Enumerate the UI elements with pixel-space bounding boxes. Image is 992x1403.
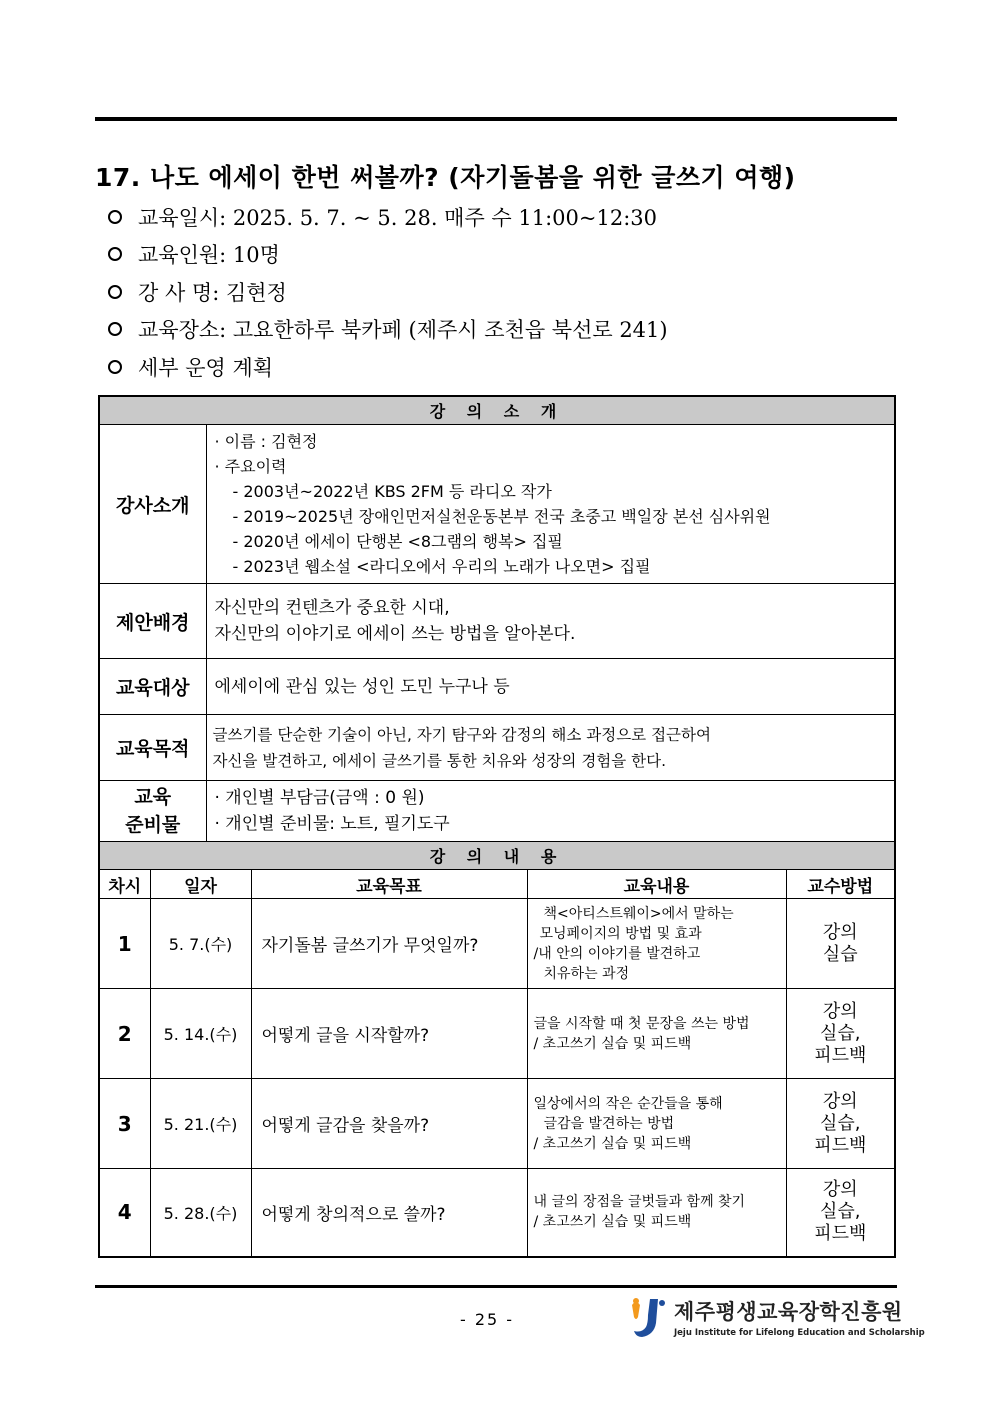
info-instructor: 강 사 명: 김현정	[138, 280, 287, 305]
purpose-text	[206, 715, 895, 781]
content-line: 글감을 발견하는 방법	[543, 1115, 675, 1132]
program-table	[98, 395, 896, 1258]
label-background: 제안배경	[99, 584, 206, 659]
career-item: - 2020년 에세이 단행본 <8그램의 행복> 집필	[232, 532, 563, 551]
materials-line: · 개인별 준비물: 노트, 필기도구	[214, 814, 450, 834]
table-row	[99, 989, 895, 1079]
session-number: 1	[99, 899, 150, 989]
method-line: 강의	[822, 921, 858, 943]
content-line: 글을 시작할 때 첫 문장을 쓰는 방법	[533, 1015, 750, 1032]
info-item	[108, 348, 668, 386]
purpose-line: 자신을 발견하고, 에세이 글쓰기를 통한 치유와 성장의 경험을 한다.	[212, 751, 667, 770]
method-line: 피드백	[814, 1044, 867, 1066]
circle-bullet-icon	[108, 322, 122, 336]
top-rule	[95, 117, 897, 121]
content-line: / 초고쓰기 실습 및 피드백	[533, 1214, 692, 1231]
instructor-name: · 이름 : 김현정	[214, 432, 318, 451]
method-line: 강의	[822, 1090, 858, 1112]
session-number: 4	[99, 1169, 150, 1257]
session-date: 5. 21.(수)	[150, 1079, 251, 1169]
session-content	[527, 1169, 786, 1257]
schedule-header-row	[99, 870, 895, 899]
row-instructor	[99, 425, 895, 584]
col-header-content: 교육내용	[527, 870, 786, 899]
row-background	[99, 584, 895, 659]
org-emblem-icon	[628, 1295, 668, 1339]
materials-line: · 개인별 부담금(금액 : 0 원)	[214, 788, 425, 808]
row-materials	[99, 781, 895, 842]
col-header-goal: 교육목표	[251, 870, 527, 899]
col-header-date: 일자	[150, 870, 251, 899]
page-number: - 25 -	[460, 1310, 515, 1329]
method-line: 실습,	[820, 1201, 861, 1223]
col-header-session: 차시	[99, 870, 150, 899]
background-text	[206, 584, 895, 659]
circle-bullet-icon	[108, 285, 122, 299]
circle-bullet-icon	[108, 360, 122, 374]
method-line: 강의	[822, 1179, 858, 1201]
session-goal: 자기돌봄 글쓰기가 무엇일까?	[251, 899, 527, 989]
col-header-method: 교수방법	[786, 870, 895, 899]
career-heading: · 주요이력	[214, 457, 287, 476]
info-item	[108, 236, 668, 274]
label-materials-line: 준비물	[125, 814, 181, 836]
materials-text	[206, 781, 895, 842]
label-materials	[99, 781, 206, 842]
label-materials-line: 교육	[134, 786, 172, 808]
session-goal: 어떻게 글을 시작할까?	[251, 989, 527, 1079]
org-logo	[628, 1295, 925, 1339]
session-method	[786, 1169, 895, 1257]
background-line: 자신만의 이야기로 에세이 쓰는 방법을 알아본다.	[214, 624, 576, 644]
session-date: 5. 7.(수)	[150, 899, 251, 989]
page-title: 17. 나도 에세이 한번 써볼까? (자기돌봄을 위한 글쓰기 여행)	[95, 163, 796, 192]
content-line: /내 안의 이야기를 발견하고	[533, 945, 701, 962]
session-method	[786, 1079, 895, 1169]
content-line: / 초고쓰기 실습 및 피드백	[533, 1035, 692, 1052]
info-capacity: 교육인원: 10명	[138, 243, 280, 268]
session-content	[527, 899, 786, 989]
content-line: 일상에서의 작은 순간들을 통해	[533, 1095, 723, 1112]
info-plan: 세부 운영 계획	[138, 355, 274, 380]
career-item: - 2019~2025년 장애인먼저실천운동본부 전국 초중고 백일장 본선 심사위원	[232, 507, 771, 526]
method-line: 강의	[822, 1000, 858, 1022]
method-line: 피드백	[814, 1223, 867, 1245]
label-instructor: 강사소개	[99, 425, 206, 584]
target-text: 에세이에 관심 있는 성인 도민 누구나 등	[206, 659, 895, 715]
circle-bullet-icon	[108, 247, 122, 261]
career-item: - 2003년~2022년 KBS 2FM 등 라디오 작가	[232, 482, 552, 501]
method-line: 실습,	[820, 1022, 861, 1044]
org-name: 제주평생교육장학진흥원	[674, 1300, 903, 1324]
section-header-intro: 강 의 소 개	[99, 396, 895, 425]
background-line: 자신만의 컨텐츠가 중요한 시대,	[214, 598, 450, 618]
info-item	[108, 311, 668, 349]
content-line: 모닝페이지의 방법 및 효과	[539, 925, 702, 942]
career-item: - 2023년 웹소설 <라디오에서 우리의 노래가 나오면> 집필	[232, 557, 651, 576]
instructor-details	[206, 425, 895, 584]
session-content	[527, 1079, 786, 1169]
row-purpose	[99, 715, 895, 781]
content-line: / 초고쓰기 실습 및 피드백	[533, 1135, 692, 1152]
method-line: 실습,	[820, 1112, 861, 1134]
session-date: 5. 14.(수)	[150, 989, 251, 1079]
info-date: 교육일시: 2025. 5. 7. ~ 5. 28. 매주 수 11:00~12:30	[138, 205, 658, 230]
org-name-en: Jeju Institute for Lifelong Education and Scholarship	[674, 1328, 925, 1338]
session-number: 2	[99, 989, 150, 1079]
session-date: 5. 28.(수)	[150, 1169, 251, 1257]
label-purpose: 교육목적	[99, 715, 206, 781]
content-line: 치유하는 과정	[543, 965, 630, 982]
session-method	[786, 989, 895, 1079]
session-content	[527, 989, 786, 1079]
label-target: 교육대상	[99, 659, 206, 715]
session-method	[786, 899, 895, 989]
info-location: 교육장소: 고요한하루 북카페 (제주시 조천읍 북선로 241)	[138, 318, 668, 343]
method-line: 피드백	[814, 1134, 867, 1156]
session-number: 3	[99, 1079, 150, 1169]
content-line: 내 글의 장점을 글벗들과 함께 찾기	[533, 1194, 746, 1211]
table-row	[99, 1079, 895, 1169]
content-line: 책<아티스트웨이>에서 말하는	[543, 905, 734, 922]
info-item	[108, 273, 668, 311]
bottom-rule	[95, 1285, 897, 1288]
table-row	[99, 1169, 895, 1257]
session-goal: 어떻게 글감을 찾을까?	[251, 1079, 527, 1169]
info-list	[108, 198, 668, 386]
session-goal: 어떻게 창의적으로 쓸까?	[251, 1169, 527, 1257]
org-text	[674, 1296, 925, 1338]
method-line: 실습	[822, 943, 858, 965]
info-item	[108, 198, 668, 236]
table-row	[99, 899, 895, 989]
circle-bullet-icon	[108, 210, 122, 224]
purpose-line: 글쓰기를 단순한 기술이 아닌, 자기 탐구와 감정의 해소 과정으로 접근하여	[212, 725, 711, 744]
row-target	[99, 659, 895, 715]
section-header-schedule: 강 의 내 용	[99, 842, 895, 870]
